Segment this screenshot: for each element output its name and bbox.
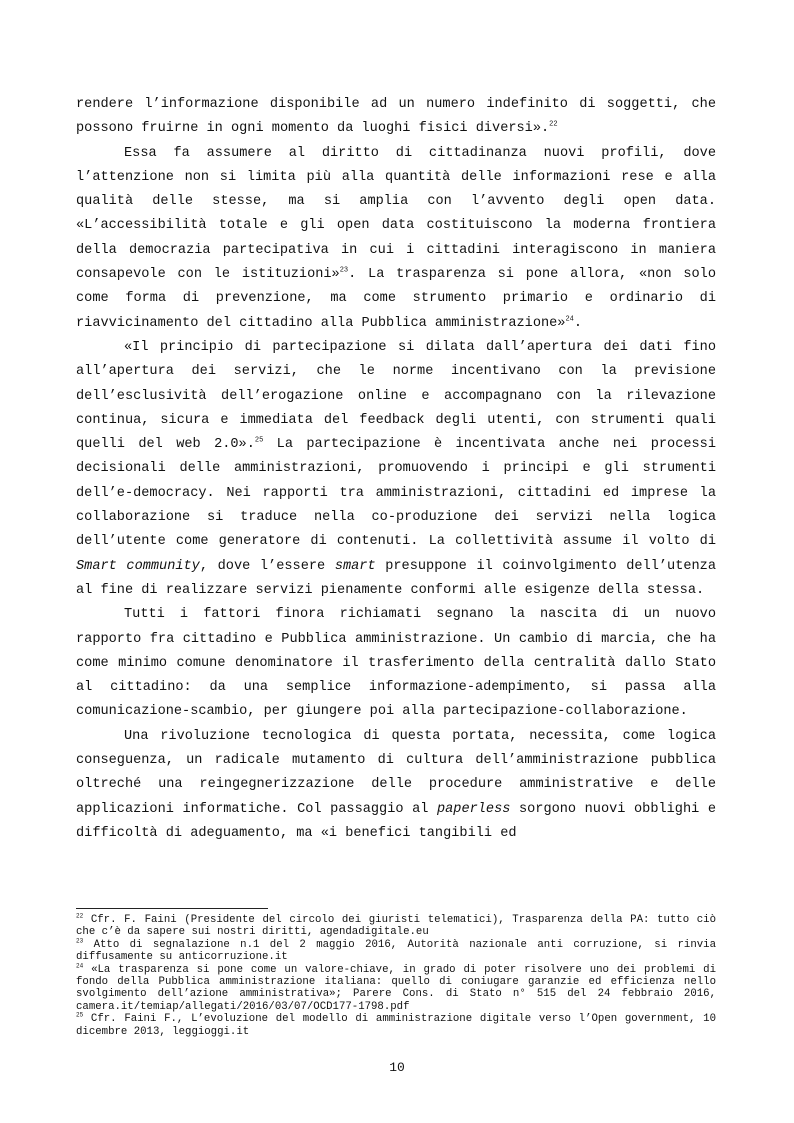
footnote-ref-23: 23 [339,266,349,275]
footnote-number: 25 [76,1011,84,1019]
footnote-22 [76,914,716,939]
smart-community-term: Smart community [76,558,200,574]
footnote-23 [76,939,716,964]
paragraph-4 [76,603,716,724]
paragraph-1 [76,93,716,142]
paragraph-2 [76,142,716,336]
footnote-24 [76,964,716,1014]
footnote-separator [76,908,268,909]
footnote-text: «La trasparenza si pone come un valore-chiave, in grado di poter risolvere uno dei problemi di fondo della Pubblica amministrazione italiana: quello di coniugare garanzie ed efficienza nello svolgimento dell’azione amministrativa»; Parere Cons. di Stato n° 515 del 24 febbraio 2016, camera.it/temiap/allegati/2016/03/07/OCD177-1798.pdf [76,963,716,1013]
paragraph-4-text: Tutti i fattori finora richiamati segnano la nascita di un nuovo rapporto fra cittadino e Pubblica amministrazione. Un cambio di marcia, che ha come minimo comune denominatore il trasferimento della centralità dallo Stato al cittadino: da una semplice informazione-adempimento, si passa alla comunicazione-scambio, per giungere poi alla partecipazione-collaborazione. [76,607,716,720]
paragraph-5 [76,725,716,846]
paragraph-3-text-c: , dove l’essere [199,558,335,574]
page-number: 10 [389,1060,405,1075]
paragraph-3-text-a: «Il principio di partecipazione si dilata dall’apertura dei dati fino all’apertura dei servizi, che le norme incentivano con la previsione dell’esclusività dell’erogazione online e accompagnano con la rilevazione continua, sicura e immediata del feedback degli utenti, con strumenti quali quelli del web 2.0». [76,339,716,453]
paragraph-3-text-b: La partecipazione è incentivata anche nei processi decisionali delle amministrazioni, promuovendo i principi e gli strumenti dell’e-democracy. Nei rapporti tra amministrazioni, cittadini ed imprese la collaborazione si traduce nella co-produzione dei servizi nella logica dell’utente come generatore di contenuti. La collettività assume il volto di [76,437,716,550]
footnote-ref-24: 24 [565,315,574,324]
paragraph-2-text-b: . La trasparenza si pone allora, «non solo come forma di prevenzione, ma come strumento primario e ordinario di riavvicinamento del cittadino alla Pubblica amministrazione» [76,267,716,331]
footnote-number: 23 [76,937,84,945]
footnote-number: 24 [76,962,84,970]
paragraph-2-text-c: . [573,315,583,331]
paragraph-1-text: rendere l’informazione disponibile ad un numero indefinito di soggetti, che possono fruirne in ogni momento da luoghi fisici diversi». [76,97,716,137]
footnote-ref-22: 22 [549,120,558,129]
paragraph-2-text-a: Essa fa assumere al diritto di cittadinanza nuovi profili, dove l’attenzione non si limita più alla quantità delle informazioni rese e alla qualità delle stesse, ma si amplia con l’avvento degli open data. «L’accessibilità totale e gli open data costituiscono la moderna frontiera della democrazia partecipativa in cui i cittadini interagiscono in maniera consapevole con le istituzioni» [76,145,716,283]
footnote-number: 22 [76,912,84,920]
footnote-text: Cfr. Faini F., L’evoluzione del modello di amministrazione digitale verso l’Open government, 10 dicembre 2013, leggioggi.it [76,1013,716,1038]
paragraph-3 [76,336,716,603]
footnote-25 [76,1013,716,1038]
footnotes [76,914,716,1038]
smart-term: smart [334,558,376,574]
paragraph-5-text-a: Una rivoluzione tecnologica di questa portata, necessita, come logica conseguenza, un radicale mutamento di cultura dell’amministrazione pubblica oltreché una reingegnerizzazione delle procedure amministrative e delle applicazioni informatiche. Col passaggio al [76,728,716,817]
paragraph-5-text-b: sorgono nuovi obblighi e difficoltà di adeguamento, ma «i benefici tangibili ed [76,801,716,841]
body-text [76,93,716,846]
paperless-term: paperless [436,801,511,817]
footnote-text: Atto di segnalazione n.1 del 2 maggio 2016, Autorità nazionale anti corruzione, si rinvia diffusamente su anticorruzione.it [76,938,716,964]
paragraph-3-text-d: presuppone il coinvolgimento dell’utenza al fine di realizzare servizi pienamente conformi alle esigenze della stessa. [76,558,716,598]
footnote-ref-25: 25 [254,436,264,445]
footnote-text: Cfr. F. Faini (Presidente del circolo dei giuristi telematici), Trasparenza della PA: tutto ciò che c’è da sapere sui nostri diritti, agendadigitale.eu [76,914,716,939]
